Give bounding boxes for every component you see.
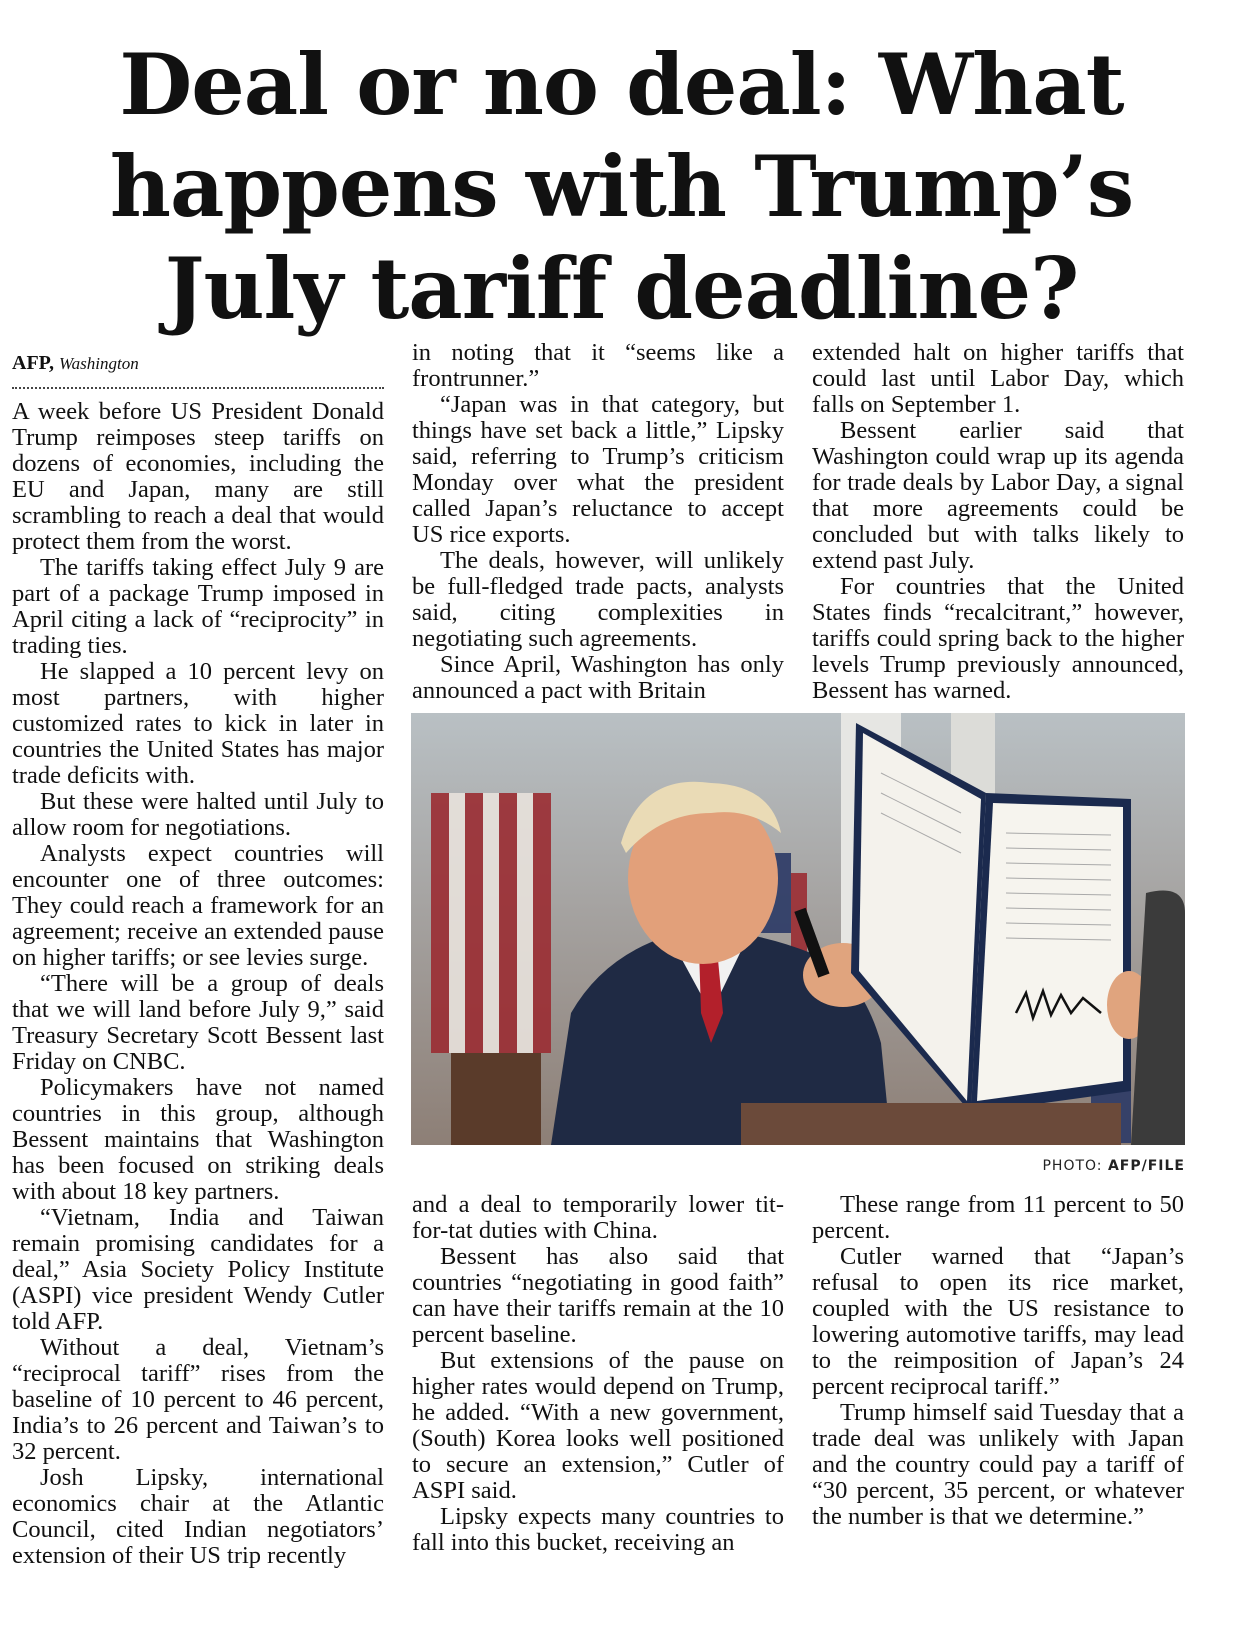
column-2-top [412,340,784,704]
paragraph: Lipsky expects many countries to fall into this bucket, receiving an [412,1503,784,1556]
paragraph: “Vietnam, India and Taiwan remain promising candidates for a deal,” Asia Society Policy Institute (ASPI) vice president Wendy Cutler told AFP. [12,1204,384,1335]
column-3-bottom [812,1192,1184,1530]
paragraph: But these were halted until July to allow room for negotiations. [12,788,384,841]
column-1 [12,350,384,1569]
paragraph: Bessent earlier said that Washington could wrap up its agenda for trade deals by Labor Day, a signal that more agreements could be concluded but with talks likely to extend past July. [812,417,1184,574]
paragraph: The deals, however, will unlikely be full-fledged trade pacts, analysts said, citing complexities in negotiating such agreements. [412,547,784,652]
paragraph: extended halt on higher tariffs that could last until Labor Day, which falls on September 1. [812,339,1184,418]
paragraph: Without a deal, Vietnam’s “reciprocal tariff” rises from the baseline of 10 percent to 46 percent, India’s to 26 percent and Taiwan’s to 32 percent. [12,1334,384,1465]
column-2-bottom [412,1192,784,1556]
photo-credit [1042,1158,1185,1174]
byline-agency: AFP, [12,352,55,374]
paragraph: Since April, Washington has only announced a pact with Britain [412,651,784,704]
headline: Deal or no deal: What happens with Trump’s July tariff deadline? [109,35,1134,338]
paragraph: He slapped a 10 percent levy on most partners, with higher customized rates to kick in later in countries the United States has major trade deficits with. [12,658,384,789]
paragraph: These range from 11 percent to 50 percent. [812,1191,1184,1244]
paragraph: “Japan was in that category, but things have set back a little,” Lipsky said, referring to Trump’s criticism Monday over what the president called Japan’s reluctance to accept US rice exports. [412,391,784,548]
paragraph: and a deal to temporarily lower tit-for-tat duties with China. [412,1191,784,1244]
news-photo [411,713,1185,1145]
paragraph: The tariffs taking effect July 9 are part of a package Trump imposed in April citing a lack of “reciprocity” in trading ties. [12,554,384,659]
paragraph: For countries that the United States finds “recalcitrant,” however, tariffs could spring back to the higher levels Trump previously announced, Bessent has warned. [812,573,1184,704]
paragraph: Trump himself said Tuesday that a trade deal was unlikely with Japan and the country could pay a tariff of “30 percent, 35 percent, or whatever the number is that we determine.” [812,1399,1184,1530]
column-3-top [812,340,1184,704]
paragraph: Policymakers have not named countries in this group, although Bessent maintains that Washington has been focused on striking deals with about 18 key partners. [12,1074,384,1205]
photo-credit-source: AFP/FILE [1107,1158,1185,1174]
paragraph: Analysts expect countries will encounter one of three outcomes: They could reach a framework for an agreement; receive an extended pause on higher tariffs; or see levies surge. [12,840,384,971]
byline-divider [12,383,384,389]
paragraph: “There will be a group of deals that we will land before July 9,” said Treasury Secretary Scott Bessent last Friday on CNBC. [12,970,384,1075]
paragraph: in noting that it “seems like a frontrunner.” [412,339,784,392]
paragraph: Josh Lipsky, international economics chair at the Atlantic Council, cited Indian negotiators’ extension of their US trip recently [12,1464,384,1569]
paragraph: But extensions of the pause on higher rates would depend on Trump, he added. “With a new government, (South) Korea looks well positioned to secure an extension,” Cutler of ASPI said. [412,1347,784,1504]
byline [12,350,384,377]
paragraph: A week before US President Donald Trump reimposes steep tariffs on dozens of economies, including the EU and Japan, many are still scrambling to reach a deal that would protect them from the worst. [12,398,384,555]
photo-credit-label: PHOTO: [1042,1158,1103,1174]
byline-location: Washington [59,354,139,373]
paragraph: Bessent has also said that countries “negotiating in good faith” can have their tariffs remain at the 10 percent baseline. [412,1243,784,1348]
paragraph: Cutler warned that “Japan’s refusal to open its rice market, coupled with the US resistance to lowering automotive tariffs, may lead to the reimposition of Japan’s 24 percent reciprocal tariff.” [812,1243,1184,1400]
